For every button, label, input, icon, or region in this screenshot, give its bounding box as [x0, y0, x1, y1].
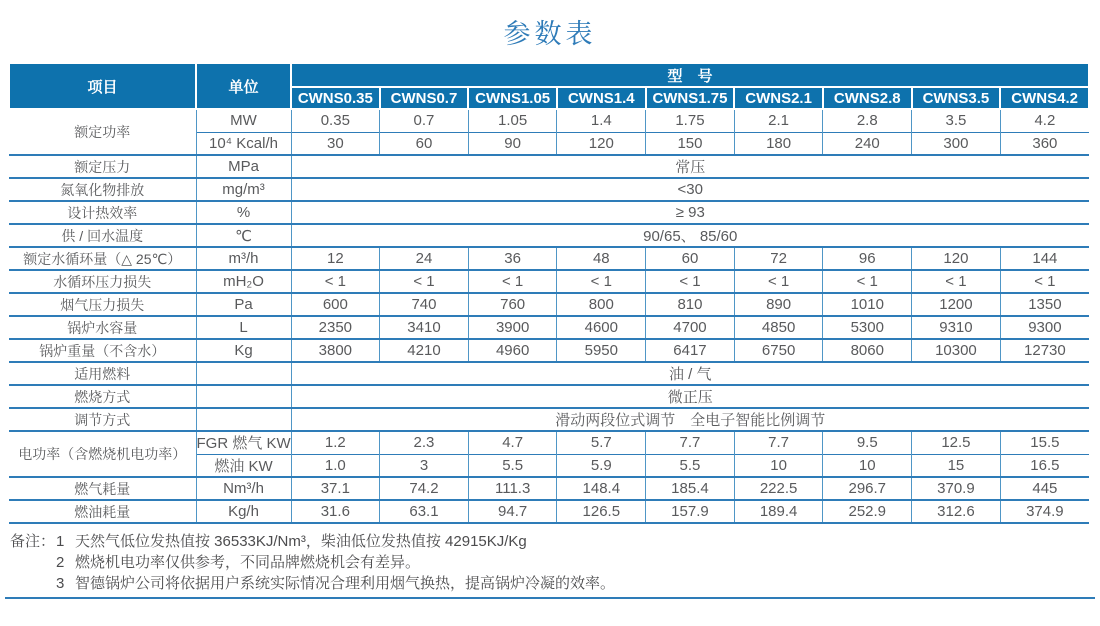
value-cell: 3900	[468, 316, 557, 339]
model-header-cell: CWNS0.35	[291, 87, 380, 109]
value-cell: 6750	[734, 339, 823, 362]
unit-cell: Kg	[196, 339, 291, 362]
value-cell: 222.5	[734, 477, 823, 500]
value-cell: 185.4	[646, 477, 735, 500]
item-cell: 电功率（含燃烧机电功率）	[9, 431, 196, 477]
value-cell: 0.35	[291, 109, 380, 132]
value-cell: 60	[380, 132, 469, 155]
unit-cell: Nm³/h	[196, 477, 291, 500]
unit-cell: mg/m³	[196, 178, 291, 201]
table-row	[9, 155, 1089, 178]
value-cell: 296.7	[823, 477, 912, 500]
value-cell: 800	[557, 293, 646, 316]
item-cell: 燃烧方式	[9, 385, 196, 408]
value-cell: 4.7	[468, 431, 557, 454]
table-row	[9, 408, 1089, 431]
model-header-cell: CWNS0.7	[380, 87, 469, 109]
value-cell: 740	[380, 293, 469, 316]
model-header-cell: CWNS1.05	[468, 87, 557, 109]
value-cell: 9300	[1000, 316, 1089, 339]
item-cell: 额定功率	[74, 124, 131, 140]
value-cell: 111.3	[468, 477, 557, 500]
value-cell: 96	[823, 247, 912, 270]
value-cell: 2350	[291, 316, 380, 339]
value-cell: 445	[1000, 477, 1089, 500]
unit-cell: Kg/h	[196, 500, 291, 523]
table-row	[9, 270, 1089, 293]
value-cell: 144	[1000, 247, 1089, 270]
value-cell: 74.2	[380, 477, 469, 500]
value-cell: 374.9	[1000, 500, 1089, 523]
value-cell: < 1	[557, 270, 646, 293]
item-cell: 水循环压力损失	[9, 270, 196, 293]
item-cell: 氮氧化物排放	[9, 178, 196, 201]
value-cell: < 1	[912, 270, 1001, 293]
unit-cell: ℃	[196, 224, 291, 247]
value-cell: 120	[557, 132, 646, 155]
value-cell: 4700	[646, 316, 735, 339]
unit-cell: FGR 燃气 KW	[196, 431, 291, 454]
value-cell: 24	[380, 247, 469, 270]
item-cell: 供 / 回水温度	[9, 224, 196, 247]
value-cell: 148.4	[557, 477, 646, 500]
value-cell: 120	[912, 247, 1001, 270]
table-row	[9, 385, 1089, 408]
value-cell: < 1	[291, 270, 380, 293]
value-cell: < 1	[823, 270, 912, 293]
item-cell: 设计热效率	[9, 201, 196, 224]
bottom-divider	[5, 597, 1095, 599]
value-cell: 150	[646, 132, 735, 155]
value-cell: 1010	[823, 293, 912, 316]
model-header-cell: CWNS1.75	[646, 87, 735, 109]
value-cell: 63.1	[380, 500, 469, 523]
value-cell: 15.5	[1000, 431, 1089, 454]
item-cell: 调节方式	[9, 408, 196, 431]
value-cell: 3.5	[912, 109, 1001, 132]
value-cell: 5.9	[557, 454, 646, 477]
column-header-model-group: 型 号	[291, 63, 1089, 87]
value-cell: 12730	[1000, 339, 1089, 362]
value-cell: < 1	[1000, 270, 1089, 293]
merged-value-cell: 90/65、 85/60	[291, 224, 1089, 247]
item-cell: 烟气压力损失	[9, 293, 196, 316]
item-cell: 燃气耗量	[9, 477, 196, 500]
value-cell: 312.6	[912, 500, 1001, 523]
value-cell: 1.0	[291, 454, 380, 477]
table-row	[9, 247, 1089, 270]
value-cell: 48	[557, 247, 646, 270]
merged-value-cell: 滑动两段位式调节 全电子智能比例调节	[291, 408, 1089, 431]
value-cell: 189.4	[734, 500, 823, 523]
footnote-text: 智德锅炉公司将依据用户系统实际情况合理利用烟气换热，提高锅炉冷凝的效率。	[75, 575, 616, 592]
value-cell: < 1	[646, 270, 735, 293]
merged-value-cell: 油 / 气	[291, 362, 1089, 385]
value-cell: 1350	[1000, 293, 1089, 316]
footnote-row	[10, 573, 615, 594]
value-cell: 2.3	[380, 431, 469, 454]
footnote-text: 天然气低位发热值按 36533KJ/Nm³，柴油低位发热值按 42915KJ/Kg	[75, 533, 527, 550]
model-header-cell: CWNS4.2	[1000, 87, 1089, 109]
value-cell: 8060	[823, 339, 912, 362]
table-row	[9, 477, 1089, 500]
value-cell: 5.5	[468, 454, 557, 477]
value-cell: < 1	[734, 270, 823, 293]
value-cell: 3	[380, 454, 469, 477]
table-row	[9, 362, 1089, 385]
model-header-cell: CWNS3.5	[912, 87, 1001, 109]
unit-cell: L	[196, 316, 291, 339]
footnote-label	[10, 573, 56, 594]
value-cell: 810	[646, 293, 735, 316]
value-cell: 6417	[646, 339, 735, 362]
value-cell: 5.5	[646, 454, 735, 477]
value-cell: 1.75	[646, 109, 735, 132]
header-row-top	[9, 63, 1089, 87]
table-row	[9, 500, 1089, 523]
value-cell: 12.5	[912, 431, 1001, 454]
model-header-cell: CWNS2.1	[734, 87, 823, 109]
value-cell: 12	[291, 247, 380, 270]
value-cell: 1.4	[557, 109, 646, 132]
table-row	[9, 201, 1089, 224]
footnote-number: 1	[56, 533, 65, 550]
page-title: 参数表	[503, 19, 597, 49]
value-cell: 10	[823, 454, 912, 477]
item-cell: 燃油耗量	[9, 500, 196, 523]
item-cell: 额定压力	[9, 155, 196, 178]
value-cell: 370.9	[912, 477, 1001, 500]
value-cell: 4960	[468, 339, 557, 362]
value-cell: 30	[291, 132, 380, 155]
value-cell: 15	[912, 454, 1001, 477]
footnote-text: 燃烧机电功率仅供参考，不同品牌燃烧机会有差异。	[75, 554, 421, 571]
value-cell: 1.05	[468, 109, 557, 132]
unit-cell: m³/h	[196, 247, 291, 270]
value-cell: 360	[1000, 132, 1089, 155]
unit-cell: 10⁴ Kcal/h	[196, 132, 291, 155]
merged-value-cell: <30	[291, 178, 1089, 201]
column-header-unit: 单位	[196, 63, 291, 109]
merged-value-cell: 常压	[291, 155, 1089, 178]
merged-value-cell: ≥ 93	[291, 201, 1089, 224]
model-header-cell: CWNS1.4	[557, 87, 646, 109]
unit-cell: 燃油 KW	[196, 454, 291, 477]
footnote-row	[10, 552, 615, 573]
value-cell: 4850	[734, 316, 823, 339]
value-cell: 240	[823, 132, 912, 155]
value-cell: 600	[291, 293, 380, 316]
value-cell: 4600	[557, 316, 646, 339]
unit-cell	[196, 362, 291, 385]
footnote-row	[10, 531, 615, 552]
value-cell: 5.7	[557, 431, 646, 454]
footnote-number: 2	[56, 554, 65, 571]
item-cell: 适用燃料	[9, 362, 196, 385]
value-cell: 9310	[912, 316, 1001, 339]
value-cell: 31.6	[291, 500, 380, 523]
footnote-label: 备注：	[10, 533, 56, 550]
value-cell: 60	[646, 247, 735, 270]
parameters-table	[8, 62, 1090, 524]
table-row	[9, 316, 1089, 339]
footnotes	[10, 531, 615, 594]
table-row	[9, 293, 1089, 316]
value-cell: 3800	[291, 339, 380, 362]
value-cell: 126.5	[557, 500, 646, 523]
value-cell: 7.7	[646, 431, 735, 454]
value-cell: 890	[734, 293, 823, 316]
model-header-cell: CWNS2.8	[823, 87, 912, 109]
value-cell: 0.7	[380, 109, 469, 132]
value-cell: 16.5	[1000, 454, 1089, 477]
value-cell: 5300	[823, 316, 912, 339]
unit-cell: MW	[196, 109, 291, 132]
value-cell: 10300	[912, 339, 1001, 362]
value-cell: 1.2	[291, 431, 380, 454]
table-row	[9, 224, 1089, 247]
value-cell: 10	[734, 454, 823, 477]
column-header-item: 项目	[9, 63, 196, 109]
unit-cell: %	[196, 201, 291, 224]
footnote-number: 3	[56, 575, 65, 592]
unit-cell: MPa	[196, 155, 291, 178]
value-cell: 4210	[380, 339, 469, 362]
unit-cell: mH₂O	[196, 270, 291, 293]
value-cell: 37.1	[291, 477, 380, 500]
value-cell: 252.9	[823, 500, 912, 523]
value-cell: 90	[468, 132, 557, 155]
value-cell: 5950	[557, 339, 646, 362]
footnote-label	[10, 552, 56, 573]
value-cell: 7.7	[734, 431, 823, 454]
value-cell: 2.8	[823, 109, 912, 132]
value-cell: 300	[912, 132, 1001, 155]
item-cell: 额定水循环量（△ 25℃）	[9, 247, 196, 270]
value-cell: < 1	[468, 270, 557, 293]
value-cell: < 1	[380, 270, 469, 293]
item-cell: 锅炉重量（不含水）	[9, 339, 196, 362]
item-cell: 锅炉水容量	[9, 316, 196, 339]
value-cell: 36	[468, 247, 557, 270]
value-cell: 4.2	[1000, 109, 1089, 132]
value-cell: 2.1	[734, 109, 823, 132]
unit-cell: Pa	[196, 293, 291, 316]
value-cell: 1200	[912, 293, 1001, 316]
value-cell: 3410	[380, 316, 469, 339]
value-cell: 72	[734, 247, 823, 270]
value-cell: 180	[734, 132, 823, 155]
value-cell: 760	[468, 293, 557, 316]
table-row	[9, 431, 1089, 454]
table-row	[9, 109, 1089, 132]
unit-cell	[196, 408, 291, 431]
table-row	[9, 339, 1089, 362]
merged-value-cell: 微正压	[291, 385, 1089, 408]
unit-cell	[196, 385, 291, 408]
value-cell: 94.7	[468, 500, 557, 523]
value-cell: 157.9	[646, 500, 735, 523]
value-cell: 9.5	[823, 431, 912, 454]
table-row	[9, 178, 1089, 201]
